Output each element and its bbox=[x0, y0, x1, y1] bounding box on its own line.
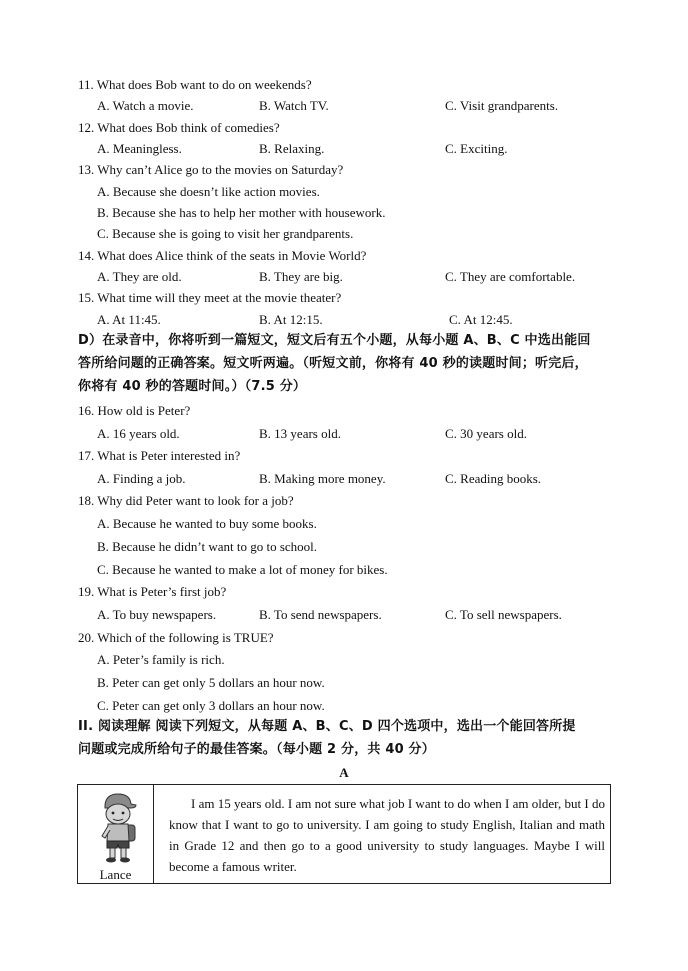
section-ii-instruction-line1: II. 阅读理解 阅读下列短文，从每题 A、B、C、D 四个选项中，选出一个能回答所提 bbox=[78, 719, 576, 734]
passage-letter: A bbox=[339, 765, 349, 780]
q16-option-a: A. 16 years old. bbox=[97, 426, 180, 441]
q13-option-c: C. Because she is going to visit her grandparents. bbox=[97, 226, 354, 241]
avatar-name: Lance bbox=[99, 867, 132, 882]
q20-option-b: B. Peter can get only 5 dollars an hour now. bbox=[97, 675, 325, 690]
section-ii-instruction-line2: 问题或完成所给句子的最佳答案。（每小题 2 分，共 40 分） bbox=[78, 742, 435, 757]
q15-option-c: C. At 12:45. bbox=[449, 312, 513, 327]
question-18: 18. Why did Peter want to look for a job? bbox=[78, 493, 294, 508]
q12-option-a: A. Meaningless. bbox=[97, 141, 182, 156]
q11-option-b: B. Watch TV. bbox=[259, 98, 329, 113]
q14-option-c: C. They are comfortable. bbox=[445, 269, 576, 284]
q17-option-b: B. Making more money. bbox=[259, 471, 386, 486]
question-11: 11. What does Bob want to do on weekends? bbox=[78, 77, 312, 92]
q20-option-c: C. Peter can get only 3 dollars an hour now. bbox=[97, 698, 325, 713]
q12-option-c: C. Exciting. bbox=[445, 141, 508, 156]
table-divider bbox=[153, 785, 154, 883]
section-d-instruction-line2: 答所给问题的正确答案。短文听两遍。（听短文前，你将有 40 秒的读题时间；听完后， bbox=[78, 356, 588, 371]
question-17: 17. What is Peter interested in? bbox=[78, 448, 241, 463]
cartoon-boy-icon bbox=[96, 791, 140, 865]
section-d-instruction-line1: D）在录音中，你将听到一篇短文，短文后有五个小题，从每小题 A、B、C 中选出能回 bbox=[78, 333, 591, 348]
q12-option-b: B. Relaxing. bbox=[259, 141, 325, 156]
q15-option-b: B. At 12:15. bbox=[259, 312, 323, 327]
q18-option-c: C. Because he wanted to make a lot of money for bikes. bbox=[97, 562, 388, 577]
q17-option-a: A. Finding a job. bbox=[97, 471, 186, 486]
q14-option-a: A. They are old. bbox=[97, 269, 182, 284]
q11-option-a: A. Watch a movie. bbox=[97, 98, 194, 113]
q11-option-c: C. Visit grandparents. bbox=[445, 98, 559, 113]
question-12: 12. What does Bob think of comedies? bbox=[78, 120, 280, 135]
q19-option-b: B. To send newspapers. bbox=[259, 607, 382, 622]
q13-option-a: A. Because she doesn’t like action movies. bbox=[97, 184, 320, 199]
q17-option-c: C. Reading books. bbox=[445, 471, 542, 486]
passage-paragraph: I am 15 years old. I am not sure what job I want to do when I am older, but I do know that I want to go to university. I am going to study English, Italian and math in Grade 12 and then go to a good university to study languages. Maybe I will become a famous writer. bbox=[169, 796, 605, 874]
q15-option-a: A. At 11:45. bbox=[97, 312, 161, 327]
question-16: 16. How old is Peter? bbox=[78, 403, 191, 418]
q18-option-a: A. Because he wanted to buy some books. bbox=[97, 516, 317, 531]
question-20: 20. Which of the following is TRUE? bbox=[78, 630, 274, 645]
question-19: 19. What is Peter’s first job? bbox=[78, 584, 227, 599]
section-d-instruction-line3: 你将有 40 秒的答题时间。）（7.5 分） bbox=[78, 379, 307, 394]
q19-option-a: A. To buy newspapers. bbox=[97, 607, 217, 622]
question-15: 15. What time will they meet at the movie theater? bbox=[78, 290, 342, 305]
question-13: 13. Why can’t Alice go to the movies on Saturday? bbox=[78, 162, 344, 177]
q16-option-b: B. 13 years old. bbox=[259, 426, 341, 441]
question-14: 14. What does Alice think of the seats in Movie World? bbox=[78, 248, 367, 263]
q13-option-b: B. Because she has to help her mother with housework. bbox=[97, 205, 386, 220]
q18-option-b: B. Because he didn’t want to go to school. bbox=[97, 539, 318, 554]
q14-option-b: B. They are big. bbox=[259, 269, 343, 284]
q16-option-c: C. 30 years old. bbox=[445, 426, 527, 441]
q19-option-c: C. To sell newspapers. bbox=[445, 607, 562, 622]
passage-text bbox=[169, 793, 605, 877]
passage-table bbox=[77, 784, 611, 884]
q20-option-a: A. Peter’s family is rich. bbox=[97, 652, 225, 667]
